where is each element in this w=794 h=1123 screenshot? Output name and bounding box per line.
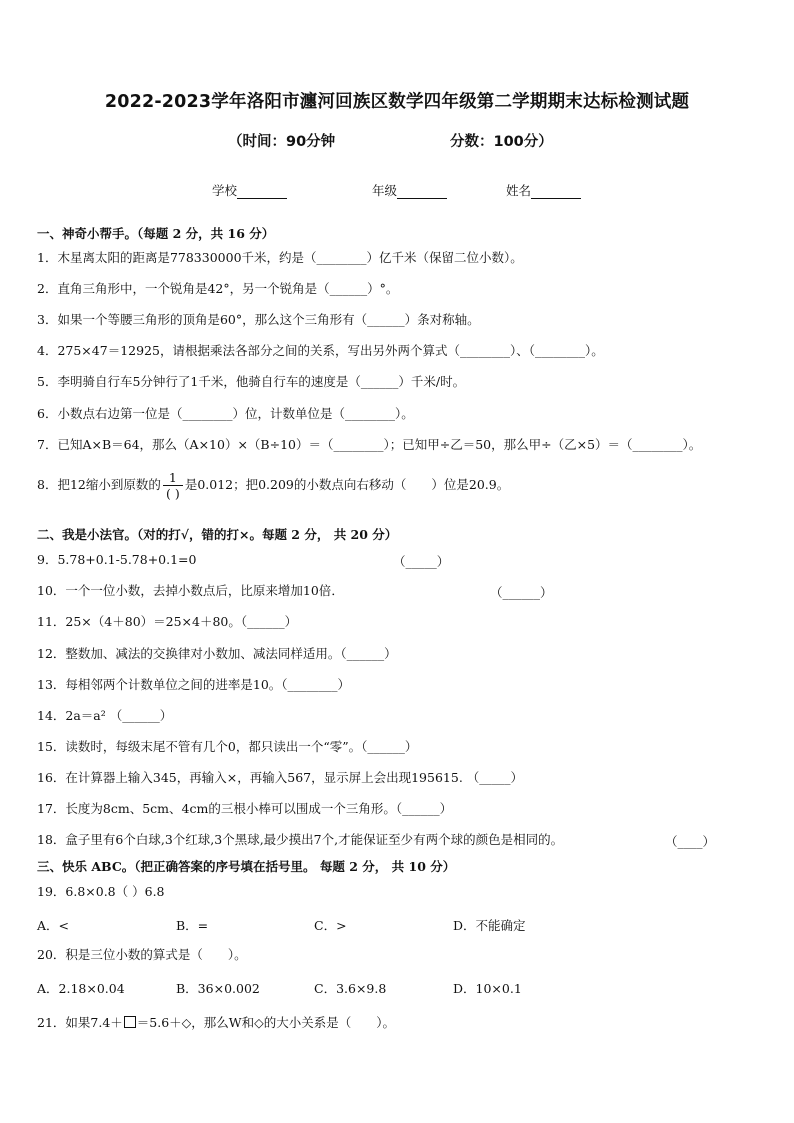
section-2-heading: 二、我是小法官。（对的打√，错的打×。每题 2 分， 共 20 分） (37, 527, 398, 542)
fraction-denominator: ( ) (165, 486, 180, 501)
question-13: 13．每相邻两个计数单位之间的进率是10。（________） (37, 677, 351, 692)
question-21 (37, 1015, 395, 1031)
student-info-row (0, 181, 794, 201)
name-label: 姓名 (506, 183, 532, 198)
question-21-pre: 21．如果7.4＋ (37, 1015, 123, 1030)
question-10: 10．一个一位小数，去掉小数点后，比原来增加10倍． (37, 583, 344, 598)
question-5: 5．李明骑自行车5分钟行了1千米，他骑自行车的速度是（______）千米/时。 (37, 374, 466, 389)
question-19-option-b: B．= (176, 918, 209, 933)
question-15: 15．读数时，每级末尾不管有几个0，都只读出一个“零”。（______） (37, 739, 418, 754)
question-20-option-c: C．3.6×9.8 (314, 981, 387, 996)
question-10-mark: （______） (490, 585, 553, 600)
fraction-numerator: 1 (163, 470, 183, 486)
question-20-option-d: D．10×0.1 (453, 981, 522, 996)
section-1-heading: 一、神奇小帮手。（每题 2 分，共 16 分） (37, 226, 275, 241)
question-1: 1．木星离太阳的距离是778330000千米，约是（________）亿千米（保留二位小数）。 (37, 250, 523, 265)
question-11: 11．25×（4＋80）＝25×4＋80。（______） (37, 614, 298, 629)
question-18: 18．盒子里有6个白球,3个红球,3个黑球,最少摸出7个,才能保证至少有两个球的颜色是相同的。 (37, 832, 564, 847)
question-7: 7．已知A×B＝64，那么（A×10）×（B÷10）＝（________）；已知甲÷乙＝50，那么甲÷（乙×5）＝（________）。 (37, 437, 702, 452)
section-3-heading: 三、快乐 ABC。（把正确答案的序号填在括号里。 每题 2 分， 共 10 分） (37, 859, 456, 874)
question-8-pre: 8．把12缩小到原数的 (37, 477, 161, 492)
exam-subtitle (228, 130, 588, 152)
grade-field (372, 181, 447, 199)
question-4: 4．275×47＝12925，请根据乘法各部分之间的关系，写出另外两个算式（________）、（________）。 (37, 343, 604, 358)
question-19-option-c: C．> (314, 918, 347, 933)
question-12: 12．整数加、减法的交换律对小数加、减法同样适用。（______） (37, 646, 397, 661)
question-21-post: ＝5.6＋◇，那么W和◇的大小关系是（ ）。 (136, 1015, 396, 1030)
question-16: 16．在计算器上输入345，再输入×，再输入567，显示屏上会出现195615. （_____） (37, 770, 524, 785)
question-8-post: 是0.012；把0.209的小数点向右移动（ ）位是20.9。 (184, 477, 510, 492)
question-17: 17．长度为8cm、5cm、4cm的三根小棒可以围成一个三角形。（______） (37, 801, 453, 816)
question-8 (37, 470, 509, 501)
exam-title: 2022-2023学年洛阳市瀍河回族区数学四年级第二学期期末达标检测试题 (104, 92, 690, 112)
question-19: 19．6.8×0.8（ ）6.8 (37, 884, 165, 899)
question-18-mark: （____） (665, 834, 716, 849)
question-6: 6．小数点右边第一位是（________）位，计数单位是（________）。 (37, 406, 414, 421)
question-20: 20．积是三位小数的算式是（ ）。 (37, 947, 247, 962)
question-20-option-a: A．2.18×0.04 (37, 981, 125, 996)
question-14: 14．2a＝a² （______） (37, 708, 173, 723)
question-19-option-a: A．< (37, 918, 70, 933)
grade-blank (397, 185, 447, 199)
question-3: 3．如果一个等腰三角形的顶角是60°，那么这个三角形有（______）条对称轴。 (37, 312, 480, 327)
school-field (212, 181, 287, 199)
question-2: 2．直角三角形中，一个锐角是42°，另一个锐角是（______）°。 (37, 281, 399, 296)
question-9: 9．5.78+0.1-5.78+0.1=0 (37, 552, 197, 567)
question-9-mark: （_____） (393, 554, 450, 569)
school-label: 学校 (212, 183, 238, 198)
question-19-option-d: D．不能确定 (453, 918, 526, 933)
name-blank (531, 185, 581, 199)
grade-label: 年级 (372, 183, 398, 198)
school-blank (237, 185, 287, 199)
exam-score: 分数：100分） (450, 134, 553, 150)
name-field (506, 181, 581, 199)
question-20-option-b: B．36×0.002 (176, 981, 260, 996)
exam-time: （时间：90分钟 (228, 134, 336, 150)
square-box-icon (124, 1016, 136, 1028)
fraction (163, 470, 183, 501)
